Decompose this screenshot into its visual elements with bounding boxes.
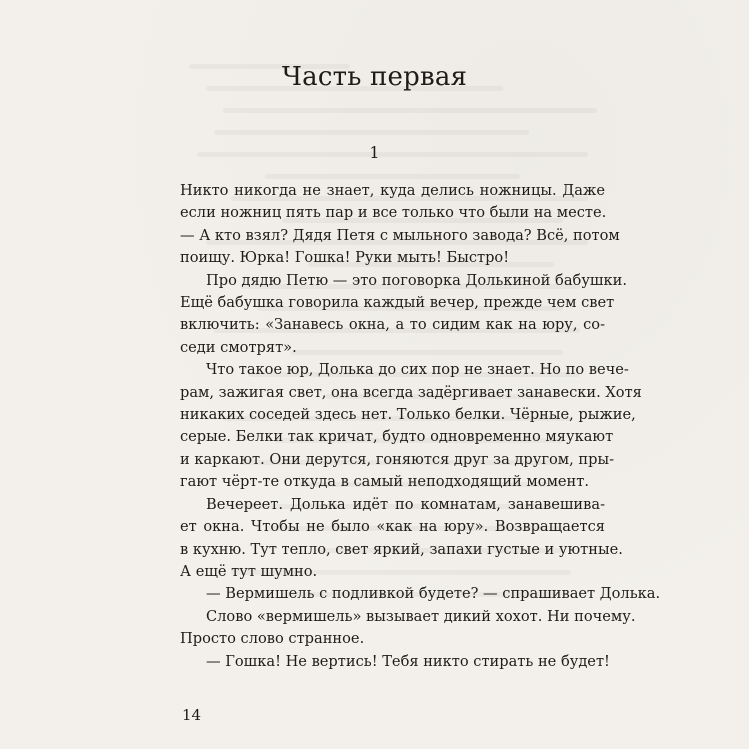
text-line: — Вермишель с подливкой будете? — спрашивает Долька. bbox=[206, 585, 661, 603]
text-line: серые. Белки так кричат, будто одновременно мяукают bbox=[180, 428, 614, 446]
text-line: рам, зажигая свет, она всегда задёргивает занавески. Хотя bbox=[180, 383, 642, 401]
text-line: включить: «Занавесь окна, а то сидим как на юру, со- bbox=[180, 316, 605, 334]
text-line: поищу. Юрка! Гошка! Руки мыть! Быстро! bbox=[180, 249, 510, 267]
text-line: — Гошка! Не вертись! Тебя никто стирать не будет! bbox=[206, 652, 610, 670]
page-number: 14 bbox=[182, 706, 202, 724]
text-line: Никто никогда не знает, куда делись ножницы. Даже bbox=[180, 182, 605, 199]
text-line: Про дядю Петю — это поговорка Долькиной бабушки. bbox=[206, 271, 627, 289]
text-line: — А кто взял? Дядя Петя с мыльного завода? Всё, потом bbox=[180, 226, 620, 244]
text-line: А ещё тут шумно. bbox=[180, 562, 318, 580]
text-line: и каркают. Они дерутся, гоняются друг за другом, пры- bbox=[180, 450, 615, 468]
body-text bbox=[180, 180, 661, 673]
text-line: Просто слово странное. bbox=[180, 630, 365, 648]
text-line: гают чёрт-те откуда в самый неподходящий момент. bbox=[180, 473, 589, 491]
chapter-title: Часть первая bbox=[281, 62, 468, 92]
text-line: Что такое юр, Долька до сих пор не знает. Но по вече- bbox=[206, 361, 629, 379]
text-line: никаких соседей здесь нет. Только белки. Чёрные, рыжие, bbox=[180, 406, 636, 424]
text-line: в кухню. Тут тепло, свет яркий, запахи густые и уютные. bbox=[180, 540, 623, 558]
text-line: Ещё бабушка говорила каждый вечер, прежде чем свет bbox=[180, 294, 615, 312]
text-line: если ножниц пять пар и все только что были на месте. bbox=[180, 204, 607, 222]
text-line: Вечереет. Долька идёт по комнатам, занавешива- bbox=[206, 495, 605, 513]
text-line: Слово «вермишель» вызывает дикий хохот. Ни почему. bbox=[206, 607, 636, 625]
text-line: ет окна. Чтобы не было «как на юру». Возвращается bbox=[180, 518, 605, 536]
chapter-number: 1 bbox=[369, 143, 380, 162]
text-line: седи смотрят». bbox=[180, 338, 297, 356]
